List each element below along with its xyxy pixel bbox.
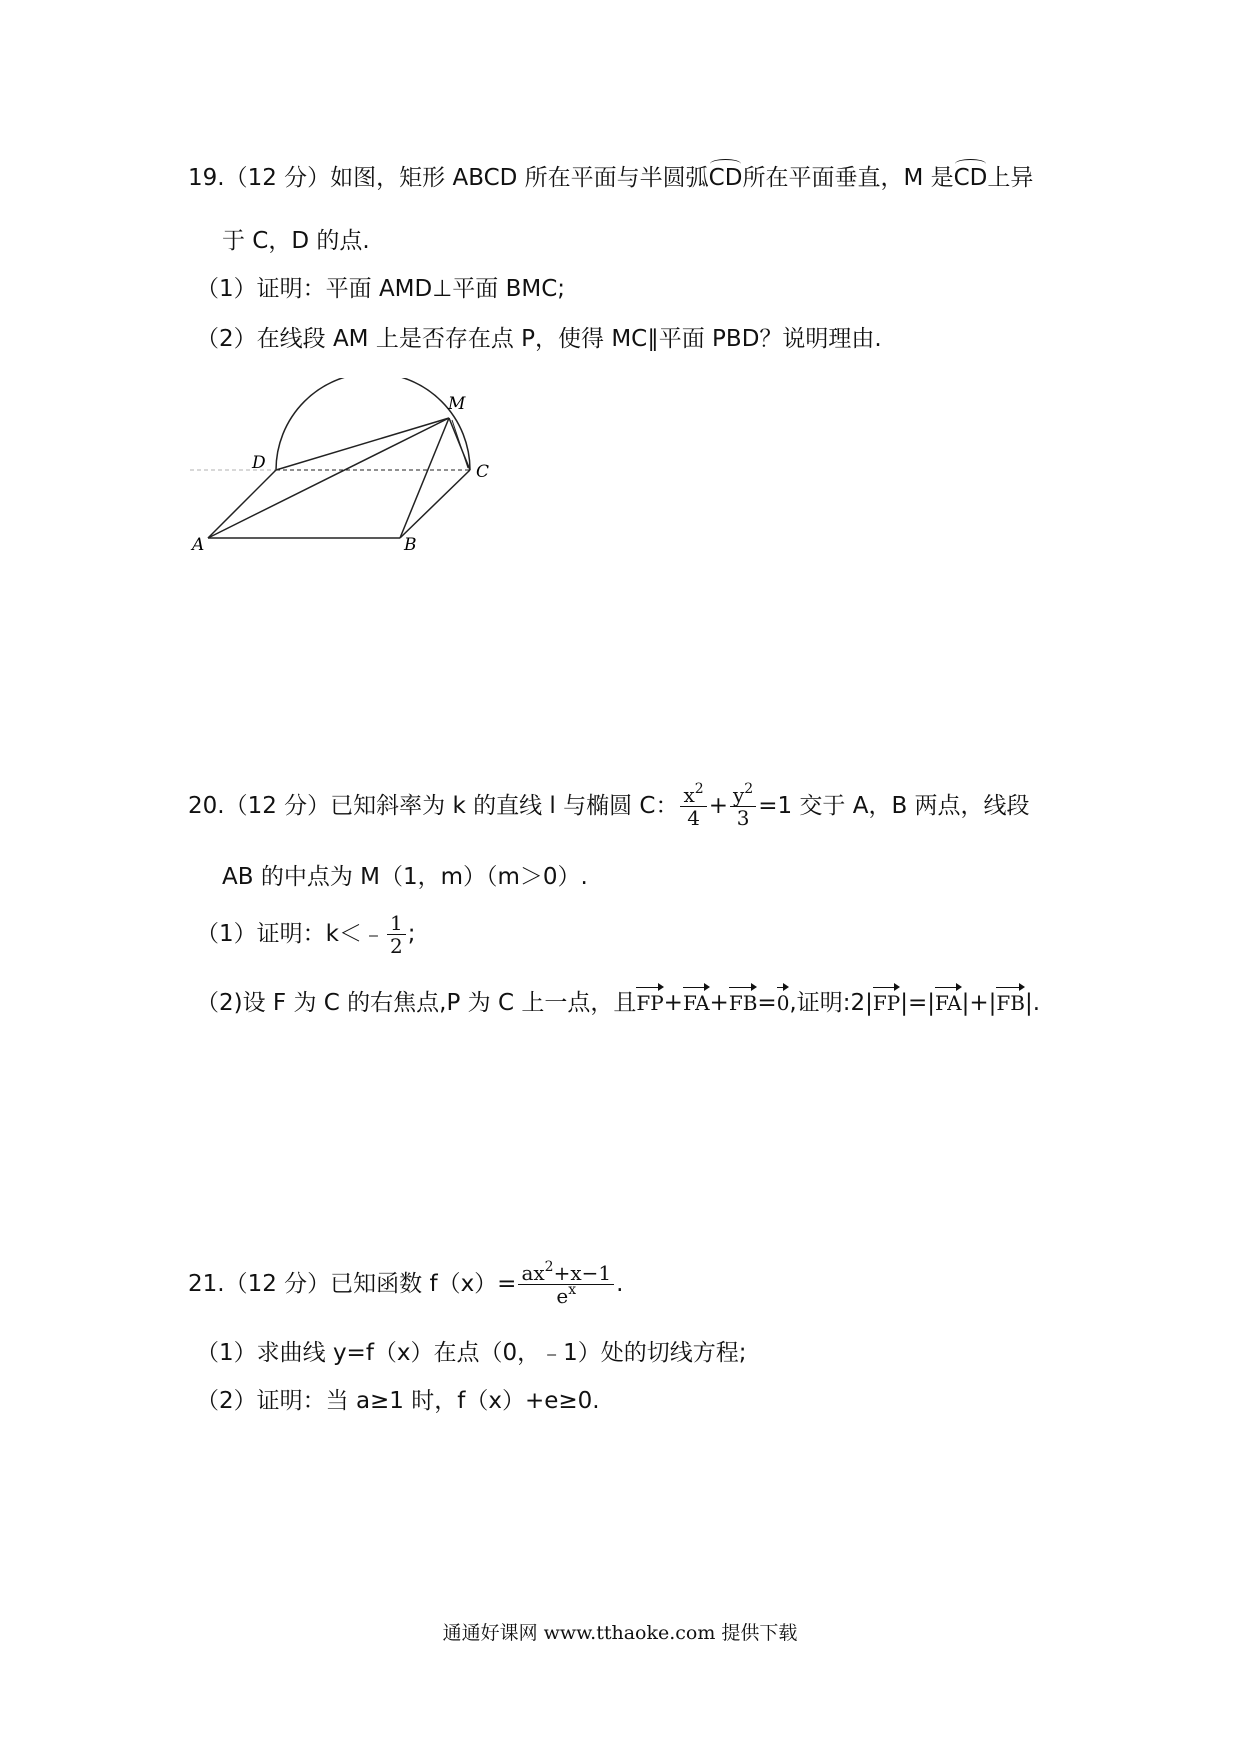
q19-line2: 于 C，D 的点. <box>222 228 370 254</box>
plus-2: + <box>709 990 729 1016</box>
func-num-b: +x−1 <box>553 1261 612 1285</box>
vector-fb-2: FB <box>996 988 1025 1018</box>
segment-bm <box>400 418 449 538</box>
q20-line2: AB 的中点为 M（1，m）（m＞0）. <box>222 864 588 890</box>
label-a: A <box>192 535 205 553</box>
segment-dm <box>276 418 449 470</box>
vector-zero: 0 <box>777 988 790 1018</box>
frac2-num: y <box>732 783 745 807</box>
frac1-den: 4 <box>687 806 700 830</box>
q21-text-1: 已知函数 f（x）= <box>330 1271 517 1297</box>
q21-text-2: . <box>616 1271 624 1297</box>
plus-sign: + <box>708 793 728 819</box>
equals-one: =1 <box>758 793 793 819</box>
fraction-one-half <box>387 912 406 957</box>
half-num: 1 <box>387 912 406 935</box>
frac1-exp: 2 <box>694 781 704 797</box>
label-b: B <box>404 535 417 553</box>
frac1-num: x <box>683 783 695 807</box>
segment-ad <box>208 470 276 538</box>
q19-number: 19. <box>188 165 225 191</box>
fraction-x2-over-4 <box>680 781 706 830</box>
q20-part2-text: （2)设 F 为 C 的右焦点,P 为 C 上一点，且 <box>196 990 637 1016</box>
q21-part2: （2）证明：当 a≥1 时，f（x）+e≥0. <box>196 1388 600 1414</box>
abs-open-1: 2| <box>850 990 873 1016</box>
q21-part1: （1）求曲线 y=f（x）在点（0，﹣1）处的切线方程; <box>196 1340 747 1366</box>
func-num-a: ax <box>521 1261 545 1285</box>
q20-score: （12 分） <box>224 793 331 819</box>
q20-text-2: 交于 A，B 两点，线段 <box>792 793 1030 819</box>
vector-fp-2: FP <box>873 988 900 1018</box>
q19-text-2: 所在平面垂直，M 是 <box>742 165 954 191</box>
q20-part1 <box>196 912 415 957</box>
func-den-exp: x <box>568 1282 577 1298</box>
half-den: 2 <box>389 934 403 958</box>
q20-part1-text: （1）证明：k＜﹣ <box>196 921 385 947</box>
footer-source: 通通好课网 www.tthaoke.com 提供下载 <box>442 1622 798 1644</box>
eq-sign: = <box>757 990 777 1016</box>
q19-score: （12 分） <box>224 165 331 191</box>
q20-part1-end: ; <box>407 921 416 947</box>
arc-cd-label-2: CD <box>953 165 988 191</box>
segment-am <box>208 418 449 538</box>
q19-line1 <box>188 163 1033 193</box>
vector-fp: FP <box>636 988 663 1018</box>
abs-mid-2: |+| <box>961 990 997 1016</box>
arc-cd-label: CD <box>708 165 743 191</box>
frac2-exp: 2 <box>744 781 754 797</box>
abs-mid-1: |=| <box>900 990 935 1016</box>
vector-fa: FA <box>683 988 710 1018</box>
label-c: C <box>476 462 490 482</box>
q19-part1: （1）证明：平面 AMD⊥平面 BMC; <box>196 276 566 302</box>
q19-text-1: 如图，矩形 ABCD 所在平面与半圆弧 <box>330 165 709 191</box>
func-den: e <box>556 1284 569 1308</box>
geometry-figure <box>190 378 510 553</box>
q20-part2 <box>196 988 1040 1018</box>
label-m: M <box>448 394 466 414</box>
frac2-den: 3 <box>736 806 750 830</box>
plus-1: + <box>663 990 683 1016</box>
q19-part2: （2）在线段 AM 上是否存在点 P，使得 MC∥平面 PBD？说明理由. <box>196 326 882 352</box>
q21-score: （12 分） <box>224 1271 331 1297</box>
abs-close: |. <box>1024 990 1041 1016</box>
q20-line1 <box>188 781 1030 830</box>
vector-fa-2: FA <box>935 988 962 1018</box>
vector-fb: FB <box>729 988 758 1018</box>
label-d: D <box>252 453 266 473</box>
func-num-exp: 2 <box>544 1259 554 1275</box>
fraction-y2-over-3 <box>730 781 756 830</box>
segment-bc <box>400 470 470 538</box>
q20-text-1: 已知斜率为 k 的直线 l 与椭圆 C： <box>330 793 679 819</box>
q21-number: 21. <box>188 1271 225 1297</box>
q21-line1 <box>188 1259 624 1308</box>
q20-part2-prove: ,证明: <box>789 990 851 1016</box>
q19-text-3: 上异 <box>987 165 1034 191</box>
q20-number: 20. <box>188 793 225 819</box>
fraction-function <box>518 1259 614 1308</box>
